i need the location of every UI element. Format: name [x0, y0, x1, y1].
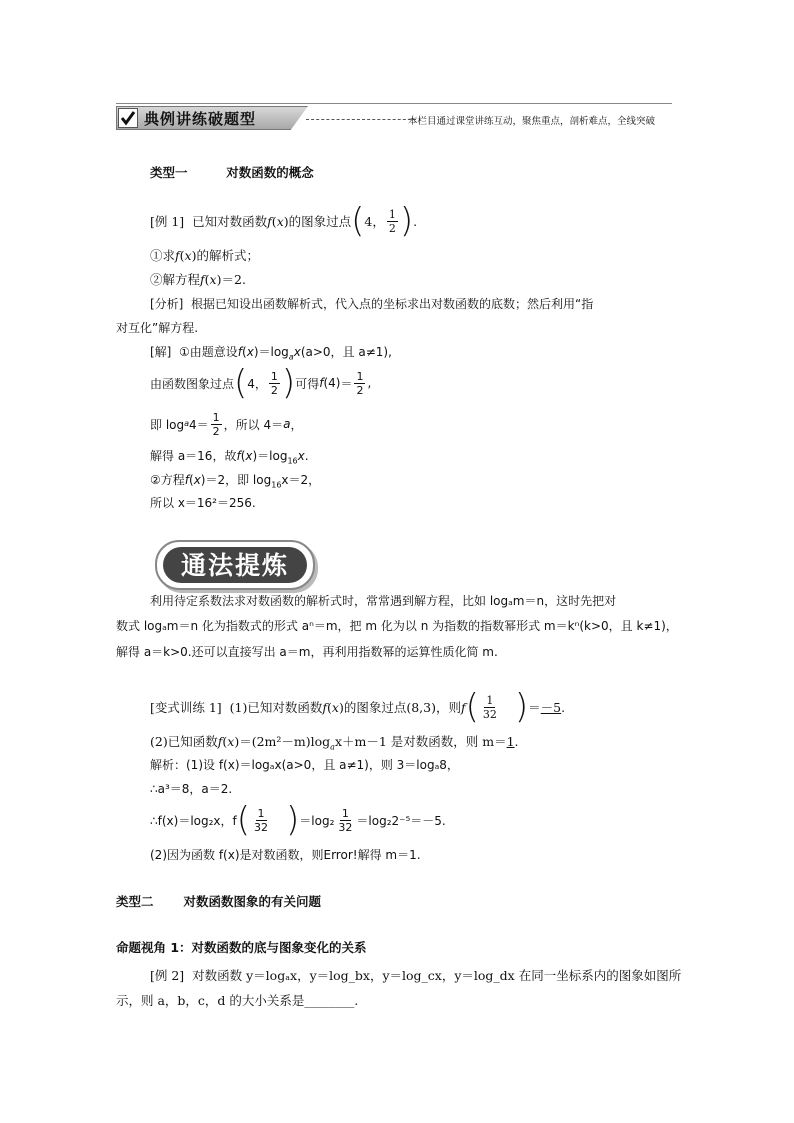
variant1-sol4: (2)因为函数 f(x)是对数函数，则Error!解得 m＝1.	[150, 848, 421, 862]
paren-close: )	[399, 201, 414, 241]
variant1-sol2: ∴a³＝8，a＝2.	[150, 782, 233, 796]
ex1-stem-text-a: 已知对数函数	[192, 214, 268, 229]
method-line1: 利用待定系数法求对数函数的解析式时，常常遇到解方程，比如 logₐm＝n，这时先把对	[150, 594, 617, 608]
variant1-sol1: 解析：(1)设 f(x)＝logₐx(a>0，且 a≠1)，则 3＝logₐ8，	[150, 758, 459, 772]
method-badge	[155, 540, 315, 590]
method-line3: 解得 a＝k>0.还可以直接写出 a＝m，再利用指数幂的运算性质化简 m.	[116, 645, 498, 659]
variant1-answer2: 1	[506, 734, 515, 749]
variant1-answer1: －5	[540, 700, 562, 715]
solution-line5: ②方程f(x)＝2，即 $\log_{16}x=2$，	[150, 473, 321, 490]
type2-heading: 类型二 对数函数图象的有关问题	[116, 894, 322, 909]
ex1-q1: ①求f(x)的解析式；	[150, 248, 260, 263]
banner-top-rule	[116, 103, 672, 104]
solution-line6: 所以 x＝16²＝256.	[150, 496, 256, 510]
variant1-sol3: ∴f(x)＝log₂x，f ( $\frac{1}{32}$ ) ＝log₂ $\frac{1}{32}$ ＝log₂2⁻⁵＝－5.	[150, 800, 446, 840]
banner-dashed-rule	[306, 119, 416, 120]
ex1-stem: [例 1] 已知对数函数 f ( x ) 的图象过点 ( 4， $\frac{1}{2}$ ) .	[150, 201, 418, 241]
solution-line1: [解] ①由题意设$f(x)=\log_ax(a>0$，且 a≠1),	[150, 345, 392, 362]
ex1-point-fraction: $\frac{1}{2}$	[388, 207, 396, 235]
paren-open: (	[351, 201, 365, 241]
variant1-p2: (2)已知函数$f(x)=(2m^2-m)\log_ax+m-1$ 是对数函数，则 m＝1.	[150, 734, 519, 752]
type1-heading	[150, 163, 314, 181]
type1-title: 对数函数的概念	[226, 165, 314, 180]
variant1-p1: [变式训练 1] (1)已知对数函数 f ( x ) 的图象过点(8,3)，则 f ( $\frac{1}{32}$ ) ＝ －5 .	[150, 687, 566, 727]
solution-line4: 解得 a＝16，故$f(x)=\log_{16}x$.	[150, 449, 309, 466]
ex1-tag: [例 1]	[150, 214, 185, 229]
method-badge-text: 通法提炼	[180, 551, 289, 580]
analysis-line2: 对互化”解方程.	[116, 321, 199, 335]
type1-label: 类型一	[150, 165, 188, 180]
check-icon	[118, 108, 138, 128]
ex1-q2: ②解方程f(x)＝2.	[150, 272, 246, 287]
view1-title: 命题视角 1：对数函数的底与图象变化的关系	[116, 940, 367, 955]
ex2-line1: [例 2] 对数函数 y＝logₐx，y＝log_bx，y＝log_cx，y＝log_dx 在同一坐标系内的图象如图所	[150, 968, 682, 983]
solution-line2: 由函数图象过点 ( 4， $\frac{1}{2}$ ) 可得 f (4) ＝ $\frac{1}{2}$ ,	[150, 363, 372, 403]
ex1-stem-text-b: 的图象过点	[288, 214, 352, 229]
banner-note: 本栏目通过课堂讲练互动，聚焦重点，剖析难点，全线突破	[408, 116, 656, 127]
ex2-line2: 示，则 a，b，c，d 的大小关系是________.	[116, 993, 359, 1008]
analysis-line1: [分析] 根据已知设出函数解析式，代入点的坐标求出对数函数的底数；然后利用“指	[150, 297, 594, 311]
banner-title: 典例讲练破题型	[144, 110, 257, 128]
section-banner	[116, 103, 672, 133]
ex1-point-x: 4，	[364, 214, 385, 229]
solution-line3: 即 log a 4＝ $\frac{1}{2}$ ，所以 4＝ a ，	[150, 410, 303, 438]
method-line2: 数式 logₐm＝n 化为指数式的形式 aⁿ＝m，把 m 化为以 n 为指数的指数幂形式 m＝kⁿ(k>0，且 k≠1)，	[116, 619, 678, 633]
